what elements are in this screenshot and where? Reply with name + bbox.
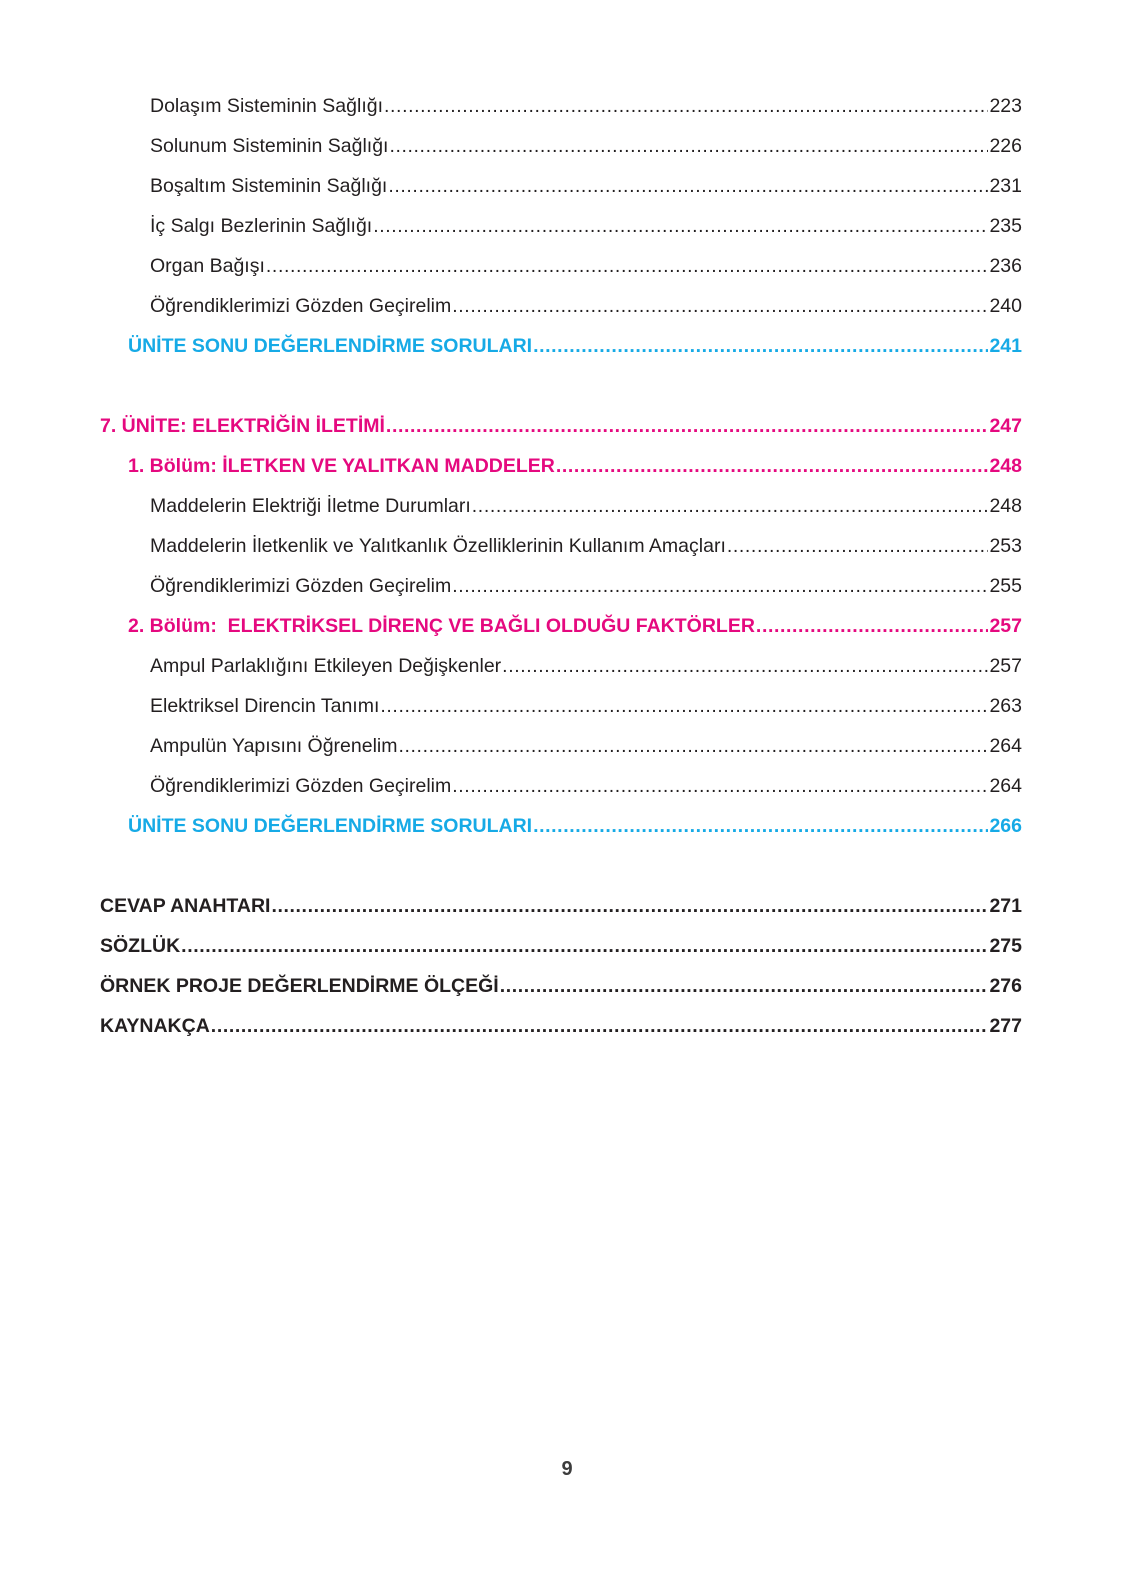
toc-entry-title: Öğrendiklerimizi Gözden Geçirelim	[150, 295, 452, 317]
toc-entry-page: 255	[989, 575, 1022, 597]
toc-entry-title: ÖRNEK PROJE DEĞERLENDİRME ÖLÇEĞİ	[100, 975, 499, 997]
dot-leader	[472, 486, 989, 526]
toc-entry-title: 7. ÜNİTE: ELEKTRİĞİN İLETİMİ	[100, 415, 385, 437]
toc-entry[interactable]	[150, 126, 1022, 166]
toc-unit-review-questions[interactable]	[128, 806, 1022, 846]
page-number: 9	[561, 1458, 573, 1480]
toc-entry-page: 235	[989, 215, 1022, 237]
toc-entry-title: Solunum Sisteminin Sağlığı	[150, 135, 389, 157]
dot-leader	[502, 646, 988, 686]
toc-entry-page: 271	[989, 895, 1022, 917]
toc-appendix-entry[interactable]	[100, 886, 1022, 926]
toc-entry-title: Öğrendiklerimizi Gözden Geçirelim	[150, 775, 452, 797]
dot-leader	[386, 406, 989, 446]
toc-entry-page: 241	[989, 335, 1022, 357]
toc-entry-title: Organ Bağışı	[150, 255, 265, 277]
toc-entry[interactable]	[150, 206, 1022, 246]
dot-leader	[211, 1006, 989, 1046]
toc-appendix-entry[interactable]	[100, 966, 1022, 1006]
dot-leader	[384, 86, 988, 126]
toc-entry[interactable]	[150, 486, 1022, 526]
dot-leader	[556, 446, 989, 486]
toc-entry-page: 236	[989, 255, 1022, 277]
dot-leader	[181, 926, 988, 966]
toc-unit-heading[interactable]	[100, 406, 1022, 446]
toc-entry-page: 264	[989, 775, 1022, 797]
toc-entry[interactable]	[150, 726, 1022, 766]
dot-leader	[533, 806, 988, 846]
toc-entry-title: Ampul Parlaklığını Etkileyen Değişkenler	[150, 655, 502, 677]
dot-leader	[399, 726, 989, 766]
toc-entry-page: 248	[989, 495, 1022, 517]
toc-entry-page: 266	[989, 815, 1022, 837]
dot-leader	[500, 966, 989, 1006]
toc-entry-page: 231	[989, 175, 1022, 197]
toc-entry-page: 275	[989, 935, 1022, 957]
toc-entry-title: Elektriksel Direncin Tanımı	[150, 695, 380, 717]
toc-entry-page: 257	[989, 615, 1022, 637]
dot-leader	[373, 206, 988, 246]
toc-entry-page: 264	[989, 735, 1022, 757]
toc-entry-page: 277	[989, 1015, 1022, 1037]
toc-entry[interactable]	[150, 566, 1022, 606]
toc-entry-title: KAYNAKÇA	[100, 1015, 210, 1037]
dot-leader	[271, 886, 988, 926]
toc-entry-page: 263	[989, 695, 1022, 717]
dot-leader	[452, 566, 988, 606]
toc-entry-title: İç Salgı Bezlerinin Sağlığı	[150, 215, 373, 237]
toc-unit-review-questions[interactable]	[128, 326, 1022, 366]
toc-appendix-entry[interactable]	[100, 1006, 1022, 1046]
toc-entry[interactable]	[150, 286, 1022, 326]
toc-entry-page: 248	[989, 455, 1022, 477]
toc-entry-title: Öğrendiklerimizi Gözden Geçirelim	[150, 575, 452, 597]
toc-entry-title: SÖZLÜK	[100, 935, 181, 957]
dot-leader	[727, 526, 989, 566]
toc-section-heading[interactable]	[128, 446, 1022, 486]
toc-entry-title: Ampulün Yapısını Öğrenelim	[150, 735, 398, 757]
toc-entry[interactable]	[150, 86, 1022, 126]
dot-leader	[452, 766, 988, 806]
toc-entry-title: ÜNİTE SONU DEĞERLENDİRME SORULARI	[128, 815, 533, 837]
toc-entry[interactable]	[150, 166, 1022, 206]
toc-entry[interactable]	[150, 766, 1022, 806]
toc-entry-page: 247	[989, 415, 1022, 437]
dot-leader	[389, 126, 988, 166]
toc-entry-title: Maddelerin İletkenlik ve Yalıtkanlık Özelliklerinin Kullanım Amaçları	[150, 535, 726, 557]
dot-leader	[380, 686, 988, 726]
toc-entry-page: 223	[989, 95, 1022, 117]
toc-entry[interactable]	[150, 526, 1022, 566]
toc-section-heading[interactable]	[128, 606, 1022, 646]
toc-entry-page: 226	[989, 135, 1022, 157]
toc-entry[interactable]	[150, 646, 1022, 686]
toc-appendix-entry[interactable]	[100, 926, 1022, 966]
toc-entry-page: 257	[989, 655, 1022, 677]
toc-entry-title: 1. Bölüm: İLETKEN VE YALITKAN MADDELER	[128, 455, 555, 477]
toc-entry-title: Boşaltım Sisteminin Sağlığı	[150, 175, 388, 197]
dot-leader	[452, 286, 988, 326]
toc-entry-title: 2. Bölüm: ELEKTRİKSEL DİRENÇ VE BAĞLI OLDUĞU FAKTÖRLER	[128, 615, 755, 637]
toc-entry[interactable]	[150, 246, 1022, 286]
toc-entry-title: CEVAP ANAHTARI	[100, 895, 271, 917]
dot-leader	[533, 326, 988, 366]
dot-leader	[756, 606, 989, 646]
dot-leader	[266, 246, 989, 286]
toc-entry-page: 276	[989, 975, 1022, 997]
toc-entry-page: 253	[989, 535, 1022, 557]
toc-entry-title: Dolaşım Sisteminin Sağlığı	[150, 95, 384, 117]
toc-entry-title: Maddelerin Elektriği İletme Durumları	[150, 495, 471, 517]
toc-entry[interactable]	[150, 686, 1022, 726]
toc-entry-page: 240	[989, 295, 1022, 317]
dot-leader	[388, 166, 988, 206]
toc-entry-title: ÜNİTE SONU DEĞERLENDİRME SORULARI	[128, 335, 533, 357]
